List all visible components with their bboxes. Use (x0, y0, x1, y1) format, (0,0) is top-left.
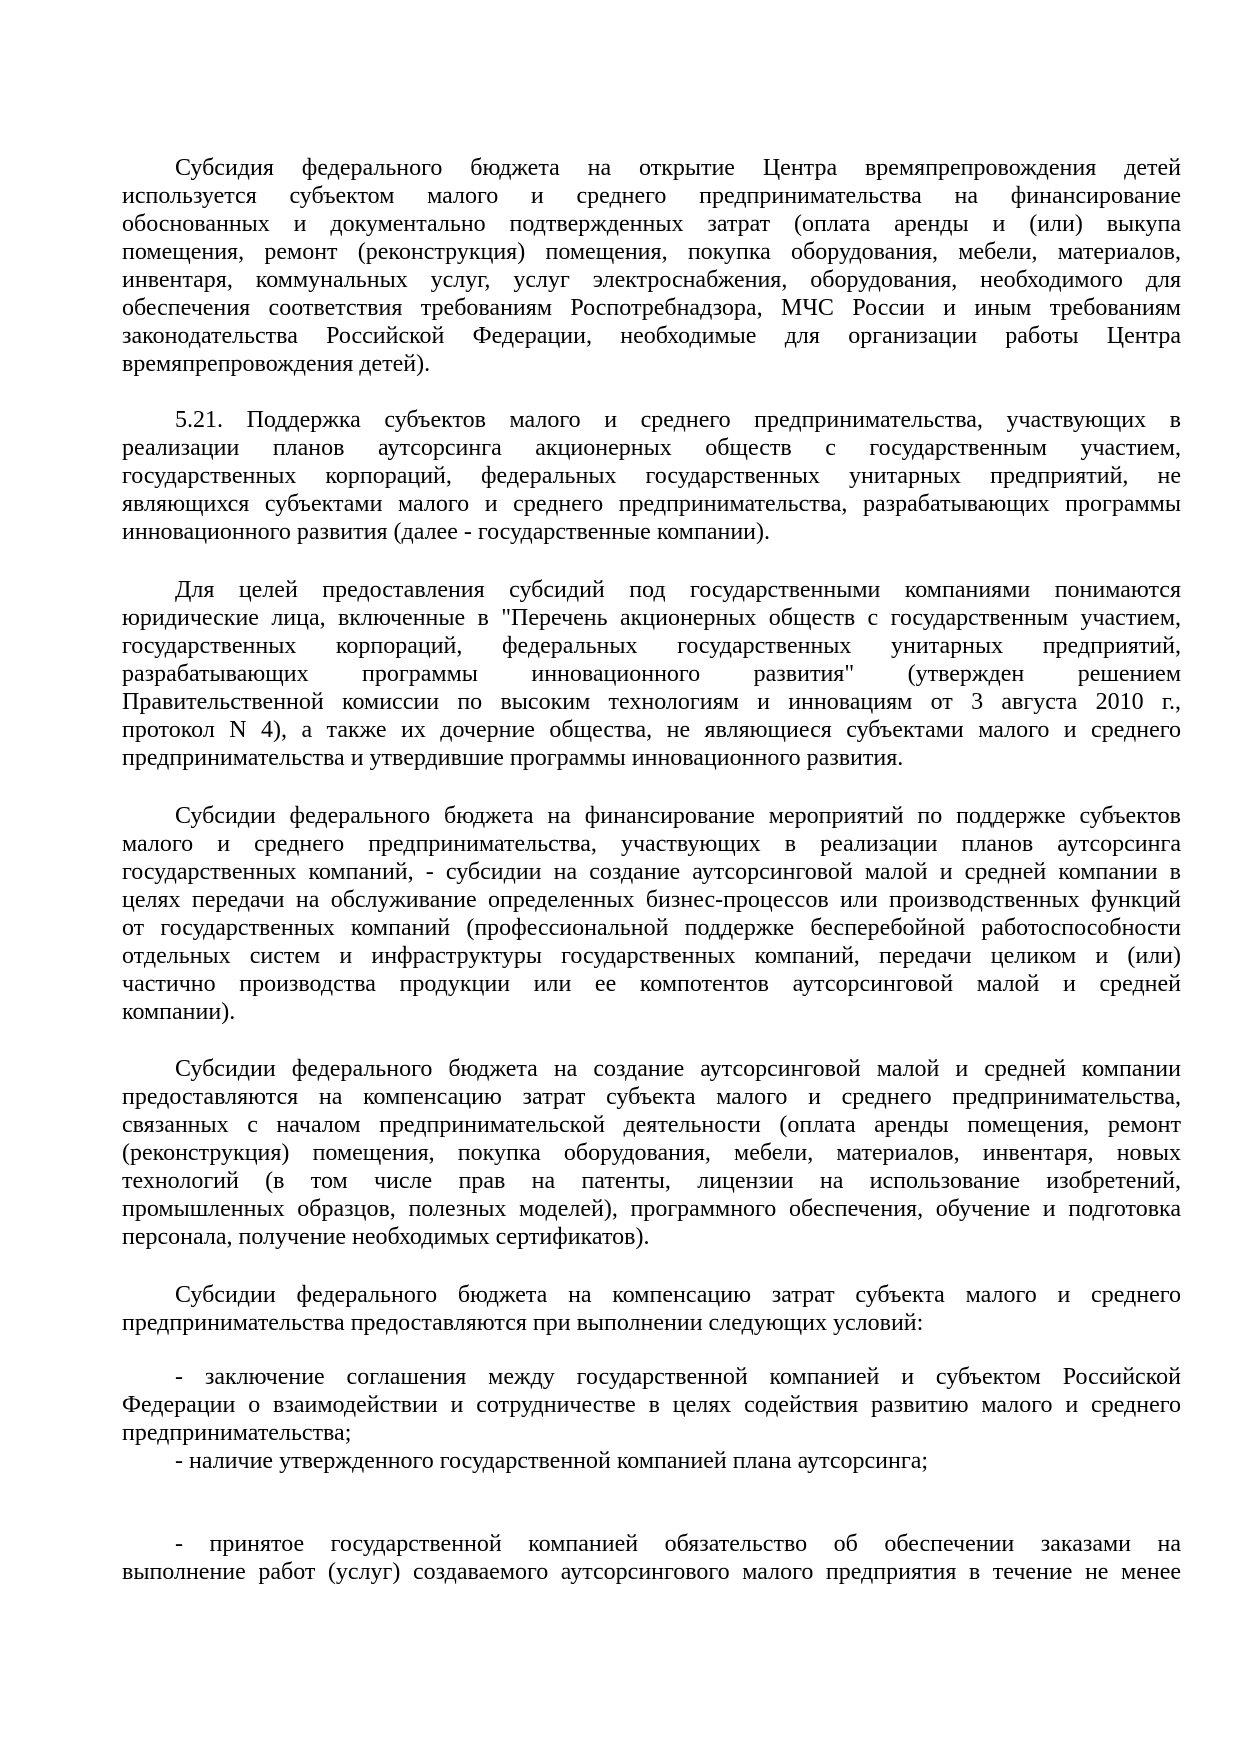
paragraph (122, 1281, 1181, 1337)
text-line: юридические лица, включенные в "Перечень акционерных обществ с государственным участием, (122, 605, 1181, 631)
text-line: - принятое государственной компанией обязательство об обеспечении заказами на (175, 1531, 1181, 1557)
text-line: предпринимательства предоставляются при выполнении следующих условий: (122, 1310, 924, 1336)
paragraph (122, 1363, 1181, 1447)
text-line: используется субъектом малого и среднего предпринимательства на финансирование (122, 183, 1181, 209)
text-line: 5.21. Поддержка субъектов малого и среднего предпринимательства, участвующих в (175, 407, 1181, 433)
text-line: предоставляются на компенсацию затрат субъекта малого и среднего предпринимательства, (122, 1084, 1181, 1110)
text-line: государственных корпораций, федеральных государственных унитарных предприятий, (122, 633, 1181, 659)
paragraph (122, 406, 1181, 546)
paragraph (122, 802, 1181, 1026)
text-line: государственных компаний, - субсидии на создание аутсорсинговой малой и средней компании в (122, 859, 1181, 885)
text-line: разрабатывающих программы инновационного развития" (утвержден решением (122, 661, 1181, 687)
text-line: Субсидия федерального бюджета на открытие Центра времяпрепровождения детей (175, 155, 1181, 181)
text-line: персонала, получение необходимых сертификатов). (122, 1224, 650, 1250)
text-line: (реконструкция) помещения, покупка оборудования, мебели, материалов, инвентаря, новых (122, 1140, 1181, 1166)
paragraph (122, 154, 1181, 378)
text-line: государственных корпораций, федеральных государственных унитарных предприятий, не (122, 463, 1181, 489)
text-line: промышленных образцов, полезных моделей), программного обеспечения, обучение и подготовка (122, 1196, 1181, 1222)
text-line: предпринимательства и утвердившие программы инновационного развития. (122, 745, 904, 771)
text-line: инновационного развития (далее - государственные компании). (122, 519, 771, 545)
text-line: помещения, ремонт (реконструкция) помещения, покупка оборудования, мебели, материалов, (122, 239, 1181, 265)
text-line: отдельных систем и инфраструктуры государственных компаний, передачи целиком и (или) (122, 943, 1181, 969)
paragraph (122, 576, 1181, 772)
text-line: протокол N 4), а также их дочерние общества, не являющиеся субъектами малого и среднего (122, 717, 1181, 743)
text-line: от государственных компаний (профессиональной поддержке бесперебойной работоспособности (122, 915, 1181, 941)
text-line: законодательства Российской Федерации, необходимые для организации работы Центра (122, 323, 1181, 349)
text-line: Федерации о взаимодействии и сотрудничестве в целях содействия развитию малого и среднего (122, 1392, 1181, 1418)
text-line: частично производства продукции или ее компотентов аутсорсинговой малой и средней (122, 971, 1181, 997)
text-line: обеспечения соответствия требованиям Роспотребнадзора, МЧС России и иным требованиям (122, 295, 1181, 321)
text-line: реализации планов аутсорсинга акционерных обществ с государственным участием, (122, 435, 1181, 461)
text-line: Правительственной комиссии по высоким технологиям и инновациям от 3 августа 2010 г., (122, 689, 1181, 715)
text-line: времяпрепровождения детей). (122, 351, 431, 377)
text-line: целях передачи на обслуживание определенных бизнес-процессов или производственных функций (122, 887, 1181, 913)
text-line: компании). (122, 999, 236, 1025)
text-line: Субсидии федерального бюджета на компенсацию затрат субъекта малого и среднего (175, 1282, 1181, 1308)
text-line: связанных с началом предпринимательской деятельности (оплата аренды помещения, ремонт (122, 1112, 1181, 1138)
text-line: выполнение работ (услуг) создаваемого аутсорсингового малого предприятия в течение не менее (122, 1559, 1181, 1585)
text-line: предпринимательства; (122, 1420, 352, 1446)
paragraph (122, 1530, 1181, 1586)
text-line: малого и среднего предпринимательства, участвующих в реализации планов аутсорсинга (122, 831, 1181, 857)
paragraph (122, 1055, 1181, 1251)
text-line: Субсидии федерального бюджета на финансирование мероприятий по поддержке субъектов (175, 803, 1181, 829)
text-line: - наличие утвержденного государственной компанией плана аутсорсинга; (175, 1448, 929, 1474)
text-line: Для целей предоставления субсидий под государственными компаниями понимаются (175, 577, 1181, 603)
text-line: обоснованных и документально подтвержденных затрат (оплата аренды и (или) выкупа (122, 211, 1181, 237)
text-line: являющихся субъектами малого и среднего предпринимательства, разрабатывающих программы (122, 491, 1181, 517)
text-line: инвентаря, коммунальных услуг, услуг электроснабжения, оборудования, необходимого для (122, 267, 1181, 293)
text-line: технологий (в том числе прав на патенты, лицензии на использование изобретений, (122, 1168, 1181, 1194)
paragraph (122, 1447, 1181, 1475)
text-line: - заключение соглашения между государственной компанией и субъектом Российской (175, 1364, 1181, 1390)
text-line: Субсидии федерального бюджета на создание аутсорсинговой малой и средней компании (175, 1056, 1181, 1082)
